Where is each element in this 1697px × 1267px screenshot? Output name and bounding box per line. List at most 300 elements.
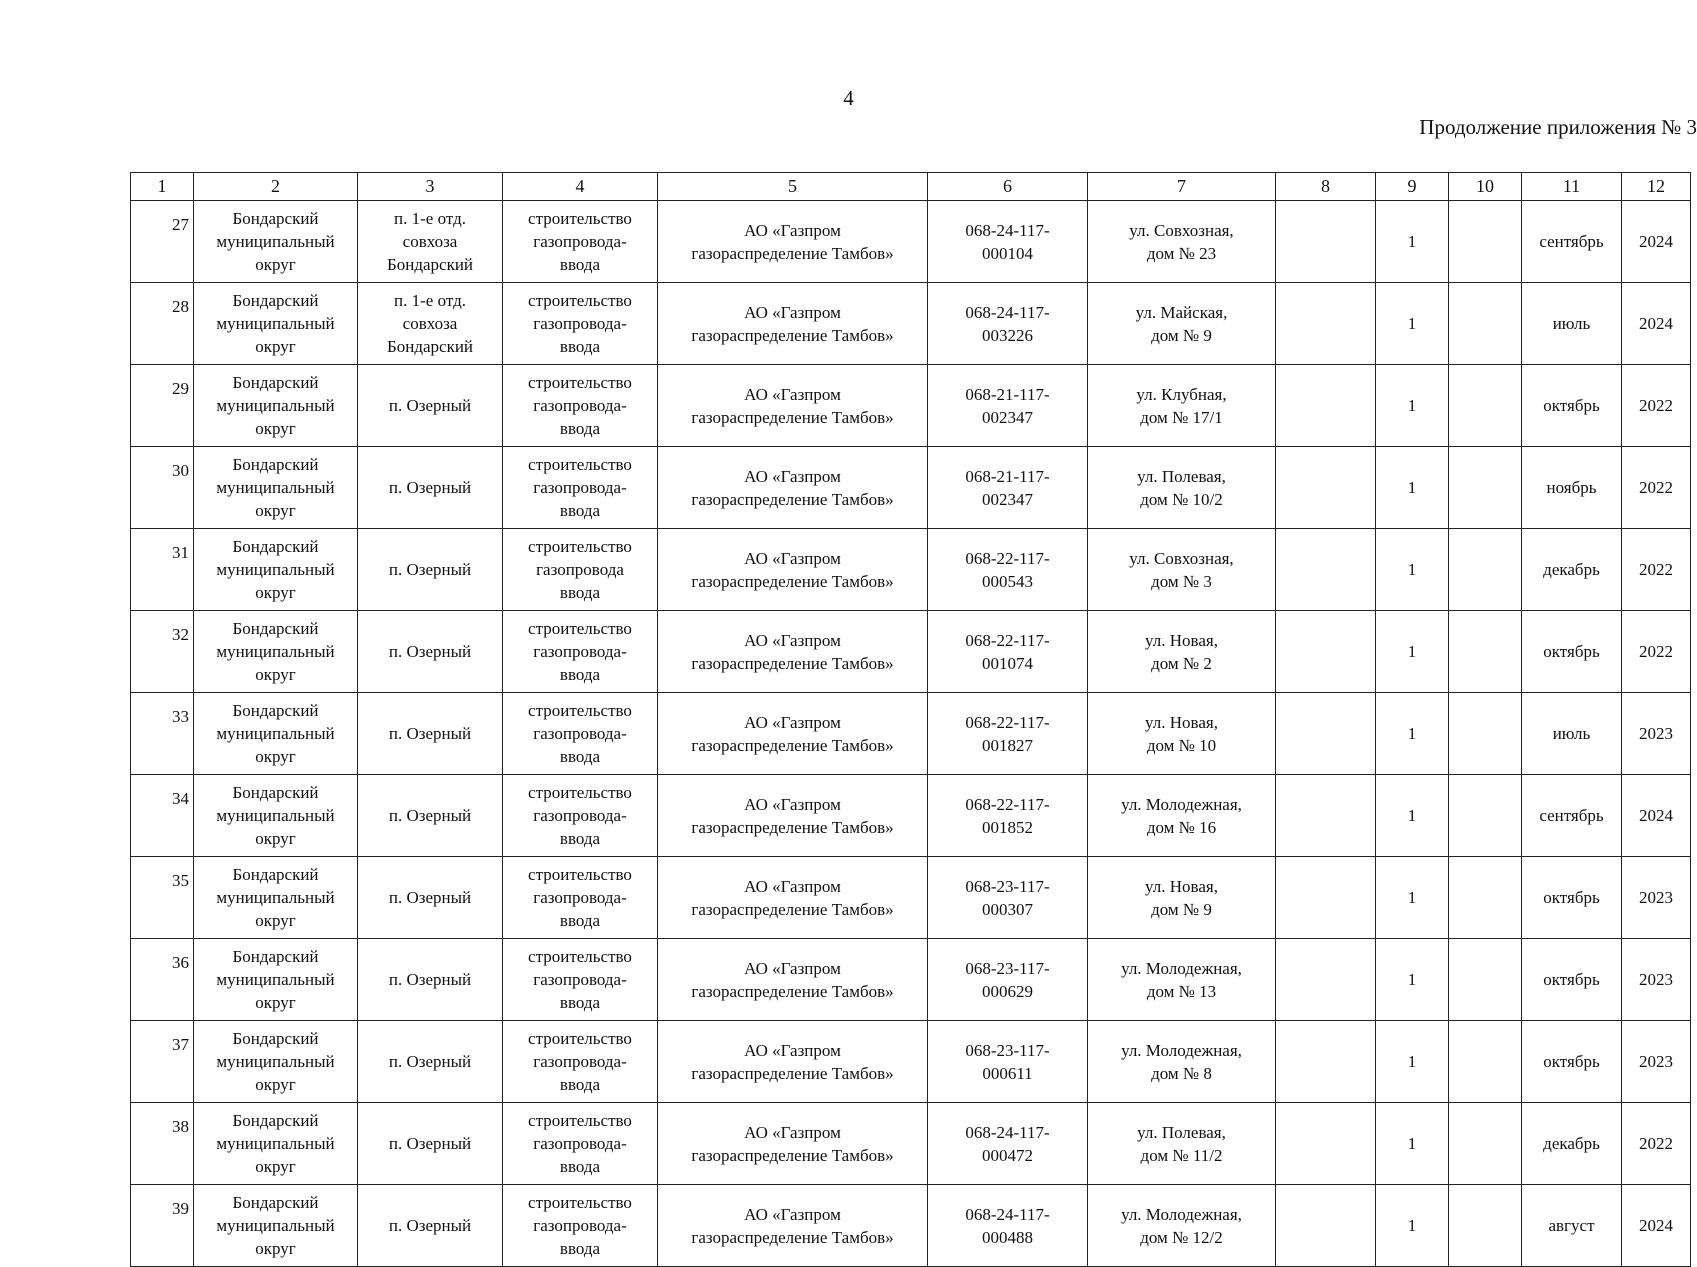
district-line: округ xyxy=(255,911,296,930)
work-type-line: ввода xyxy=(559,1075,601,1094)
col10-cell xyxy=(1449,857,1522,939)
quantity-cell: 1 xyxy=(1376,365,1449,447)
work-type-line: ввода xyxy=(559,829,601,848)
quantity-cell: 1 xyxy=(1376,283,1449,365)
organization-cell xyxy=(658,1185,928,1267)
work-type-cell xyxy=(503,529,658,611)
address-cell xyxy=(1088,283,1276,365)
column-header: 11 xyxy=(1522,173,1622,201)
organization-line: газораспределение Тамбов» xyxy=(691,653,894,673)
quantity-cell: 1 xyxy=(1376,529,1449,611)
code-line: 068-22-117- xyxy=(965,548,1050,568)
work-type-line: строительство xyxy=(528,783,632,802)
district-line: округ xyxy=(255,1157,296,1176)
locality-cell xyxy=(358,611,503,693)
district-line: округ xyxy=(255,747,296,766)
quantity-cell: 1 xyxy=(1376,611,1449,693)
work-type-line: строительство xyxy=(528,947,632,966)
address-line: ул. Майская, xyxy=(1135,302,1228,322)
district-cell xyxy=(194,1021,358,1103)
address-cell xyxy=(1088,201,1276,283)
table-body xyxy=(131,201,1691,1267)
month-cell: ноябрь xyxy=(1522,447,1622,529)
district-cell xyxy=(194,365,358,447)
locality-line: совхоза xyxy=(402,314,458,333)
col8-cell xyxy=(1276,1103,1376,1185)
address-line: ул. Молодежная, xyxy=(1121,1204,1242,1224)
district-line: муниципальный xyxy=(216,970,335,989)
organization-line: газораспределение Тамбов» xyxy=(691,489,894,509)
work-type-line: строительство xyxy=(528,1111,632,1130)
work-type-line: газопровода- xyxy=(533,642,627,661)
work-type-cell xyxy=(503,939,658,1021)
organization-line: АО «Газпром xyxy=(744,876,841,896)
locality-line: п. Озерный xyxy=(388,888,472,907)
month-cell: июль xyxy=(1522,283,1622,365)
district-line: Бондарский xyxy=(232,619,319,638)
address-line: ул. Молодежная, xyxy=(1121,1040,1242,1060)
district-line: Бондарский xyxy=(232,947,319,966)
year-cell: 2022 xyxy=(1622,365,1691,447)
district-line: Бондарский xyxy=(232,865,319,884)
address-line: ул. Новая, xyxy=(1145,630,1218,650)
district-line: муниципальный xyxy=(216,1216,335,1235)
month-cell: октябрь xyxy=(1522,857,1622,939)
year-cell: 2023 xyxy=(1622,857,1691,939)
column-header: 3 xyxy=(358,173,503,201)
address-line: дом № 2 xyxy=(1151,653,1212,673)
district-line: округ xyxy=(255,501,296,520)
organization-cell xyxy=(658,1021,928,1103)
code-line: 068-22-117- xyxy=(965,630,1050,650)
district-cell xyxy=(194,1103,358,1185)
organization-line: газораспределение Тамбов» xyxy=(691,243,894,263)
code-cell xyxy=(928,693,1088,775)
work-type-line: газопровода- xyxy=(533,970,627,989)
col8-cell xyxy=(1276,611,1376,693)
code-line: 003226 xyxy=(982,325,1033,345)
district-line: округ xyxy=(255,583,296,602)
locality-cell xyxy=(358,857,503,939)
address-cell xyxy=(1088,611,1276,693)
organization-line: АО «Газпром xyxy=(744,466,841,486)
work-type-line: ввода xyxy=(559,1157,601,1176)
district-line: округ xyxy=(255,255,296,274)
column-header: 7 xyxy=(1088,173,1276,201)
locality-cell xyxy=(358,529,503,611)
column-header: 9 xyxy=(1376,173,1449,201)
work-type-line: строительство xyxy=(528,373,632,392)
row-number-cell: 36 xyxy=(131,939,194,1021)
month-cell: октябрь xyxy=(1522,939,1622,1021)
year-cell: 2024 xyxy=(1622,283,1691,365)
code-cell xyxy=(928,1021,1088,1103)
address-line: дом № 11/2 xyxy=(1140,1145,1223,1165)
address-cell xyxy=(1088,365,1276,447)
work-type-line: ввода xyxy=(559,255,601,274)
quantity-cell: 1 xyxy=(1376,201,1449,283)
code-line: 068-24-117- xyxy=(965,220,1050,240)
code-line: 000307 xyxy=(982,899,1033,919)
district-cell xyxy=(194,529,358,611)
organization-line: газораспределение Тамбов» xyxy=(691,899,894,919)
address-line: ул. Молодежная, xyxy=(1121,958,1242,978)
locality-line: Бондарский xyxy=(386,255,474,274)
row-number-cell: 39 xyxy=(131,1185,194,1267)
work-type-line: строительство xyxy=(528,537,632,556)
work-type-cell xyxy=(503,775,658,857)
col8-cell xyxy=(1276,201,1376,283)
district-cell xyxy=(194,857,358,939)
year-cell: 2023 xyxy=(1622,693,1691,775)
year-cell: 2023 xyxy=(1622,939,1691,1021)
district-line: Бондарский xyxy=(232,701,319,720)
address-line: ул. Новая, xyxy=(1145,876,1218,896)
address-line: ул. Совхозная, xyxy=(1129,220,1234,240)
month-cell: сентябрь xyxy=(1522,775,1622,857)
code-cell xyxy=(928,283,1088,365)
year-cell: 2022 xyxy=(1622,1103,1691,1185)
district-cell xyxy=(194,939,358,1021)
col10-cell xyxy=(1449,775,1522,857)
code-line: 068-22-117- xyxy=(965,794,1050,814)
organization-line: АО «Газпром xyxy=(744,712,841,732)
row-number-cell: 30 xyxy=(131,447,194,529)
quantity-cell: 1 xyxy=(1376,857,1449,939)
organization-line: АО «Газпром xyxy=(744,302,841,322)
column-header: 2 xyxy=(194,173,358,201)
address-line: дом № 9 xyxy=(1151,325,1212,345)
district-line: Бондарский xyxy=(232,783,319,802)
locality-line: п. Озерный xyxy=(388,478,472,497)
col10-cell xyxy=(1449,283,1522,365)
address-cell xyxy=(1088,1185,1276,1267)
district-line: муниципальный xyxy=(216,1134,335,1153)
work-type-cell xyxy=(503,1103,658,1185)
work-type-line: газопровода- xyxy=(533,314,627,333)
work-type-cell xyxy=(503,365,658,447)
code-cell xyxy=(928,775,1088,857)
organization-cell xyxy=(658,611,928,693)
work-type-line: газопровода- xyxy=(533,1134,627,1153)
locality-cell xyxy=(358,1103,503,1185)
district-cell xyxy=(194,447,358,529)
code-line: 068-24-117- xyxy=(965,302,1050,322)
address-line: дом № 9 xyxy=(1151,899,1212,919)
table-row xyxy=(131,1103,1691,1185)
address-line: дом № 10 xyxy=(1146,735,1217,755)
row-number-cell: 28 xyxy=(131,283,194,365)
table-row xyxy=(131,857,1691,939)
year-cell: 2024 xyxy=(1622,1185,1691,1267)
row-number-cell: 31 xyxy=(131,529,194,611)
work-type-line: газопровода- xyxy=(533,232,627,251)
col10-cell xyxy=(1449,365,1522,447)
code-cell xyxy=(928,447,1088,529)
work-type-line: ввода xyxy=(559,665,601,684)
locality-cell xyxy=(358,1021,503,1103)
col8-cell xyxy=(1276,775,1376,857)
organization-line: АО «Газпром xyxy=(744,794,841,814)
data-table xyxy=(130,172,1691,1267)
code-line: 068-24-117- xyxy=(965,1204,1050,1224)
district-line: округ xyxy=(255,1075,296,1094)
row-number-cell: 35 xyxy=(131,857,194,939)
code-line: 002347 xyxy=(982,489,1033,509)
work-type-line: строительство xyxy=(528,209,632,228)
address-line: ул. Совхозная, xyxy=(1129,548,1234,568)
table-row xyxy=(131,283,1691,365)
organization-cell xyxy=(658,1103,928,1185)
year-cell: 2024 xyxy=(1622,775,1691,857)
code-cell xyxy=(928,857,1088,939)
address-cell xyxy=(1088,693,1276,775)
district-cell xyxy=(194,611,358,693)
work-type-cell xyxy=(503,1185,658,1267)
district-cell xyxy=(194,775,358,857)
row-number-cell: 33 xyxy=(131,693,194,775)
locality-line: п. Озерный xyxy=(388,560,472,579)
address-line: ул. Новая, xyxy=(1145,712,1218,732)
address-cell xyxy=(1088,447,1276,529)
work-type-line: ввода xyxy=(559,911,601,930)
work-type-line: ввода xyxy=(559,419,601,438)
page-number: 4 xyxy=(843,86,854,110)
column-header: 4 xyxy=(503,173,658,201)
work-type-line: ввода xyxy=(559,747,601,766)
address-line: дом № 3 xyxy=(1151,571,1212,591)
locality-cell xyxy=(358,365,503,447)
address-line: дом № 13 xyxy=(1146,981,1217,1001)
appendix-label: Продолжение приложения № 3 xyxy=(1419,115,1697,139)
year-cell: 2022 xyxy=(1622,611,1691,693)
work-type-line: газопровода- xyxy=(533,806,627,825)
code-line: 001827 xyxy=(982,735,1033,755)
locality-cell xyxy=(358,447,503,529)
district-cell xyxy=(194,693,358,775)
locality-cell xyxy=(358,939,503,1021)
code-line: 068-23-117- xyxy=(965,958,1050,978)
district-line: муниципальный xyxy=(216,560,335,579)
locality-cell xyxy=(358,775,503,857)
column-header: 5 xyxy=(658,173,928,201)
organization-cell xyxy=(658,447,928,529)
address-line: дом № 16 xyxy=(1146,817,1217,837)
code-line: 000488 xyxy=(982,1227,1033,1247)
column-header: 8 xyxy=(1276,173,1376,201)
address-cell xyxy=(1088,939,1276,1021)
code-line: 000104 xyxy=(982,243,1033,263)
work-type-line: ввода xyxy=(559,993,601,1012)
work-type-line: строительство xyxy=(528,701,632,720)
work-type-line: строительство xyxy=(528,865,632,884)
locality-line: п. 1-е отд. xyxy=(394,209,466,228)
organization-line: АО «Газпром xyxy=(744,958,841,978)
work-type-line: строительство xyxy=(528,1029,632,1048)
organization-cell xyxy=(658,939,928,1021)
work-type-line: газопровода- xyxy=(533,1052,627,1071)
work-type-cell xyxy=(503,447,658,529)
row-number-cell: 38 xyxy=(131,1103,194,1185)
col8-cell xyxy=(1276,447,1376,529)
district-line: муниципальный xyxy=(216,1052,335,1071)
district-line: Бондарский xyxy=(232,1193,319,1212)
organization-line: газораспределение Тамбов» xyxy=(691,407,894,427)
work-type-line: строительство xyxy=(528,455,632,474)
col8-cell xyxy=(1276,283,1376,365)
table-row xyxy=(131,1185,1691,1267)
col8-cell xyxy=(1276,939,1376,1021)
locality-line: п. Озерный xyxy=(388,642,472,661)
code-line: 001074 xyxy=(982,653,1033,673)
district-line: округ xyxy=(255,1239,296,1258)
col10-cell xyxy=(1449,611,1522,693)
district-line: муниципальный xyxy=(216,478,335,497)
work-type-line: ввода xyxy=(559,501,601,520)
address-cell xyxy=(1088,1021,1276,1103)
table-row xyxy=(131,365,1691,447)
col8-cell xyxy=(1276,1021,1376,1103)
district-line: округ xyxy=(255,829,296,848)
district-line: муниципальный xyxy=(216,888,335,907)
district-line: округ xyxy=(255,337,296,356)
organization-cell xyxy=(658,365,928,447)
district-cell xyxy=(194,283,358,365)
row-number-cell: 29 xyxy=(131,365,194,447)
organization-line: газораспределение Тамбов» xyxy=(691,1145,894,1165)
work-type-line: газопровода- xyxy=(533,888,627,907)
locality-cell xyxy=(358,201,503,283)
organization-line: АО «Газпром xyxy=(744,548,841,568)
code-cell xyxy=(928,939,1088,1021)
locality-line: п. Озерный xyxy=(388,1134,472,1153)
work-type-line: строительство xyxy=(528,619,632,638)
district-line: округ xyxy=(255,419,296,438)
col10-cell xyxy=(1449,1021,1522,1103)
work-type-line: ввода xyxy=(559,337,601,356)
year-cell: 2022 xyxy=(1622,447,1691,529)
quantity-cell: 1 xyxy=(1376,775,1449,857)
organization-cell xyxy=(658,283,928,365)
month-cell: август xyxy=(1522,1185,1622,1267)
code-line: 000611 xyxy=(982,1063,1033,1083)
address-line: дом № 8 xyxy=(1151,1063,1212,1083)
address-line: ул. Полевая, xyxy=(1137,466,1226,486)
locality-line: п. Озерный xyxy=(388,724,472,743)
table-row xyxy=(131,447,1691,529)
organization-line: газораспределение Тамбов» xyxy=(691,981,894,1001)
code-line: 000472 xyxy=(982,1145,1033,1165)
work-type-cell xyxy=(503,857,658,939)
month-cell: декабрь xyxy=(1522,529,1622,611)
code-cell xyxy=(928,1103,1088,1185)
district-line: Бондарский xyxy=(232,455,319,474)
locality-line: совхоза xyxy=(402,232,458,251)
work-type-line: строительство xyxy=(528,291,632,310)
work-type-line: газопровода xyxy=(536,560,624,579)
work-type-line: ввода xyxy=(559,1239,601,1258)
quantity-cell: 1 xyxy=(1376,1021,1449,1103)
locality-line: п. Озерный xyxy=(388,1052,472,1071)
code-line: 068-21-117- xyxy=(965,466,1050,486)
organization-cell xyxy=(658,201,928,283)
address-line: ул. Полевая, xyxy=(1137,1122,1226,1142)
locality-line: Бондарский xyxy=(386,337,474,356)
col10-cell xyxy=(1449,1103,1522,1185)
col10-cell xyxy=(1449,1185,1522,1267)
year-cell: 2022 xyxy=(1622,529,1691,611)
row-number-cell: 32 xyxy=(131,611,194,693)
district-line: муниципальный xyxy=(216,232,335,251)
code-cell xyxy=(928,611,1088,693)
address-cell xyxy=(1088,775,1276,857)
code-line: 002347 xyxy=(982,407,1033,427)
year-cell: 2023 xyxy=(1622,1021,1691,1103)
organization-line: газораспределение Тамбов» xyxy=(691,817,894,837)
code-cell xyxy=(928,529,1088,611)
address-line: дом № 10/2 xyxy=(1140,489,1223,509)
year-cell: 2024 xyxy=(1622,201,1691,283)
work-type-cell xyxy=(503,283,658,365)
district-line: округ xyxy=(255,665,296,684)
code-line: 068-23-117- xyxy=(965,1040,1050,1060)
organization-line: газораспределение Тамбов» xyxy=(691,1063,894,1083)
district-cell xyxy=(194,201,358,283)
code-cell xyxy=(928,365,1088,447)
district-line: муниципальный xyxy=(216,396,335,415)
code-line: 068-22-117- xyxy=(965,712,1050,732)
code-line: 001852 xyxy=(982,817,1033,837)
code-line: 000629 xyxy=(982,981,1033,1001)
organization-line: газораспределение Тамбов» xyxy=(691,571,894,591)
organization-cell xyxy=(658,857,928,939)
row-number-cell: 37 xyxy=(131,1021,194,1103)
month-cell: октябрь xyxy=(1522,365,1622,447)
work-type-line: ввода xyxy=(559,583,601,602)
work-type-line: строительство xyxy=(528,1193,632,1212)
organization-line: АО «Газпром xyxy=(744,630,841,650)
quantity-cell: 1 xyxy=(1376,693,1449,775)
organization-line: газораспределение Тамбов» xyxy=(691,735,894,755)
month-cell: декабрь xyxy=(1522,1103,1622,1185)
col8-cell xyxy=(1276,857,1376,939)
work-type-cell xyxy=(503,201,658,283)
month-cell: сентябрь xyxy=(1522,201,1622,283)
quantity-cell: 1 xyxy=(1376,1103,1449,1185)
locality-cell xyxy=(358,693,503,775)
locality-line: п. Озерный xyxy=(388,806,472,825)
district-cell xyxy=(194,1185,358,1267)
column-header: 10 xyxy=(1449,173,1522,201)
table-row xyxy=(131,201,1691,283)
address-cell xyxy=(1088,529,1276,611)
month-cell: октябрь xyxy=(1522,611,1622,693)
col10-cell xyxy=(1449,201,1522,283)
locality-line: п. Озерный xyxy=(388,970,472,989)
work-type-line: газопровода- xyxy=(533,478,627,497)
address-line: ул. Клубная, xyxy=(1136,384,1227,404)
header-row xyxy=(131,173,1691,201)
month-cell: октябрь xyxy=(1522,1021,1622,1103)
address-line: ул. Молодежная, xyxy=(1121,794,1242,814)
work-type-cell xyxy=(503,1021,658,1103)
locality-cell xyxy=(358,1185,503,1267)
organization-line: газораспределение Тамбов» xyxy=(691,1227,894,1247)
organization-line: АО «Газпром xyxy=(744,1204,841,1224)
district-line: муниципальный xyxy=(216,314,335,333)
address-line: дом № 12/2 xyxy=(1140,1227,1223,1247)
column-header: 12 xyxy=(1622,173,1691,201)
